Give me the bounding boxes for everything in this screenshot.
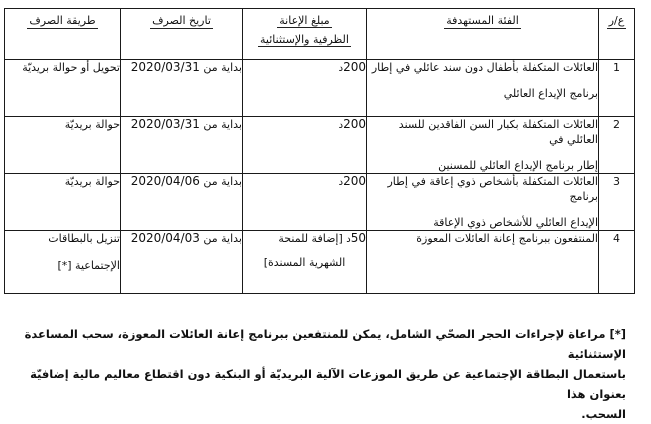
- row-payment: حوالة بريديّة: [5, 117, 121, 174]
- header-num: ع/ر: [599, 9, 635, 60]
- row-category: العائلات المتكفلة بأشخاص ذوي إعاقة في إطار برنامج الإيداع العائلي للأشخاص ذوي الإعاقة: [367, 174, 599, 231]
- footnote-line: [*] مراعاة لإجراءات الحجر الصحّي الشامل، يمكن للمنتفعين ببرنامج إعانة العائلات المعوزة، سحب المساعدة الإستثنائية: [24, 327, 626, 361]
- row-date: بداية من 2020/03/31: [121, 117, 243, 174]
- row-number: 1: [599, 60, 635, 117]
- row-date: بداية من 2020/04/03: [121, 231, 243, 294]
- aid-table: [4, 8, 635, 294]
- row-payment: تحويل أو حوالة بريديّة: [5, 60, 121, 117]
- footnote-line: باستعمال البطاقة الإجتماعية عن طريق الموزعات الآلية البريديّة أو البنكية دون اقتطاع معاليم مالية إضافيّة بعنوان هذا: [30, 367, 626, 401]
- row-amount: 200د: [243, 117, 367, 174]
- table-row: [5, 174, 635, 231]
- header-amount: مبلغ الإعانة الظرفية والإستثنائية: [243, 9, 367, 60]
- row-amount: 50د [إضافة للمنحة الشهرية المسندة]: [243, 231, 367, 294]
- row-date: بداية من 2020/04/06: [121, 174, 243, 231]
- row-number: 3: [599, 174, 635, 231]
- row-number: 4: [599, 231, 635, 294]
- row-category: العائلات المتكفلة بأطفال دون سند عائلي في إطار برنامج الإيداع العائلي: [367, 60, 599, 117]
- table-row: [5, 60, 635, 117]
- table-row: [5, 231, 635, 294]
- footnote: [12, 324, 626, 424]
- row-date: بداية من 2020/03/31: [121, 60, 243, 117]
- table-header-row: [5, 9, 635, 60]
- header-category: الفئة المستهدفة: [367, 9, 599, 60]
- row-number: 2: [599, 117, 635, 174]
- header-date: تاريخ الصرف: [121, 9, 243, 60]
- table-row: [5, 117, 635, 174]
- row-category: العائلات المتكفلة بكبار السن الفاقدين للسند العائلي في إطار برنامج الإيداع العائلي للمسنين: [367, 117, 599, 174]
- footnote-line: السحب.: [581, 407, 626, 421]
- row-amount: 200د: [243, 60, 367, 117]
- header-payment: طريقة الصرف: [5, 9, 121, 60]
- row-category: المنتفعون ببرنامج إعانة العائلات المعوزة: [367, 231, 599, 294]
- row-payment: تنزيل بالبطاقات الإجتماعية [*]: [5, 231, 121, 294]
- row-amount: 200د: [243, 174, 367, 231]
- row-payment: حوالة بريديّة: [5, 174, 121, 231]
